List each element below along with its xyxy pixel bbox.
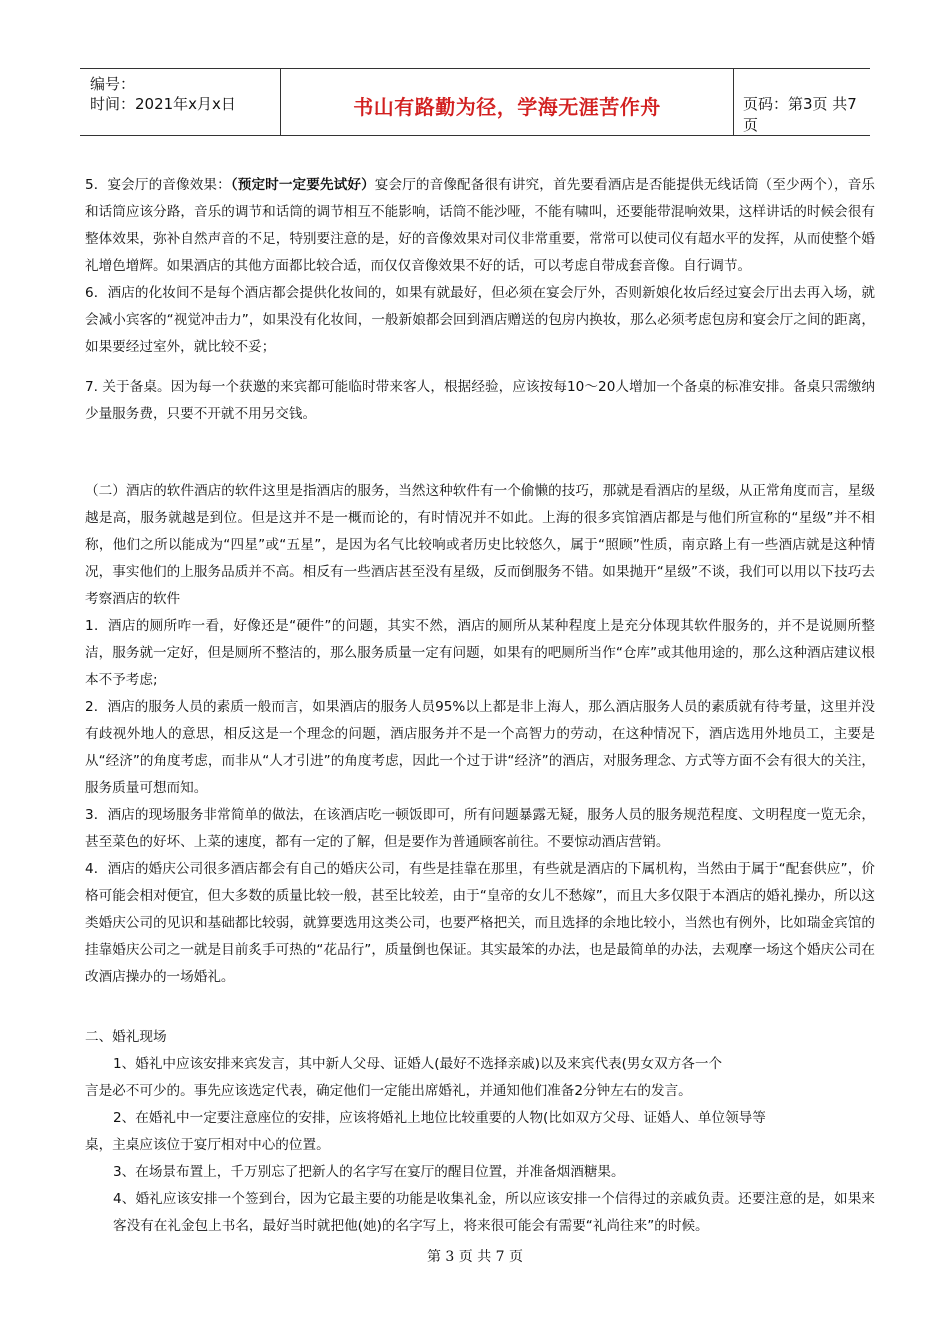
paragraph-makeup-room: 6．酒店的化妆间不是每个酒店都会提供化妆间的，如果有就最好，但必须在宴会厅外，否则新娘化妆后经过宴会厅出去再入场，就会减小宾客的“视觉冲击力”，如果没有化妆间，一般新娘都会回到酒店赠送的包房内换妆，那么必须考虑包房和宴会厅之间的距离，如果要经过室外，就比较不妥； xyxy=(85,285,875,355)
document-time-label: 时间：2021年x月x日 xyxy=(90,95,236,113)
paragraph-audio xyxy=(85,172,875,280)
header-motto: 书山有路勤为径，学海无涯苦作舟 xyxy=(353,95,661,119)
header-motto-cell xyxy=(280,69,734,135)
audio-bold-note: （预定时一定要先试好） xyxy=(230,177,375,193)
spacer xyxy=(85,361,875,374)
paragraph-service: 3．酒店的现场服务非常简单的做法，在该酒店吃一顿饭即可，所有问题暴露无疑，服务人员的服务规范程度、文明程度一览无余，甚至菜色的好坏、上菜的速度，都有一定的了解，但是要作为普通顾客前往。不要惊动酒店营销。 xyxy=(85,807,875,850)
paragraph-decoration: 3、在场景布置上，千万别忘了把新人的名字写在宴厅的醒目位置，并准备烟酒糖果。 xyxy=(113,1164,625,1180)
paragraph-spare-tables: 7. 关于备桌。因为每一个获邀的来宾都可能临时带来客人，根据经验，应该按每10～20人增加一个备桌的标准安排。备桌只需缴纳少量服务费，只要不开就不用另交钱。 xyxy=(85,379,875,422)
page-footer: 第 3 页 共 7 页 xyxy=(426,1249,524,1265)
paragraph-speeches-b: 言是必不可少的。事先应该选定代表，确定他们一定能出席婚礼，并通知他们准备2分钟左右的发言。 xyxy=(85,1083,692,1099)
paragraph-toilet: 1．酒店的厕所咋一看，好像还是“硬件”的问题，其实不然，酒店的厕所从某种程度上是充分体现其软件服务的，并不是说厕所整洁，服务就一定好，但是厕所不整洁的，那么服务质量一定有问题，如果有的吧厕所当作“仓库”或其他用途的，那么这种酒店建议根本不予考虑; xyxy=(85,618,875,688)
paragraph-wedding-company: 4．酒店的婚庆公司很多酒店都会有自己的婚庆公司，有些是挂靠在那里，有些就是酒店的下属机构，当然由于属于“配套供应”，价格可能会相对便宜，但大多数的质量比较一般，甚至比较差，由于“皇帝的女儿不愁嫁”，而且大多仅限于本酒店的婚礼操办，所以这类婚庆公司的见识和基础都比较弱，就算要选用这类公司，也要严格把关，而且选择的余地比较小，当然也有例外，比如瑞金宾馆的挂靠婚庆公司之一就是目前炙手可热的“花品行”，质量倒也保证。其实最笨的办法，也是最简单的办法，去观摩一场这个婚庆公司在改酒店操办的一场婚礼。 xyxy=(85,861,875,985)
document-number-label: 编号： xyxy=(90,75,136,93)
paragraph-seating-b: 桌，主桌应该位于宴厅相对中心的位置。 xyxy=(85,1137,330,1153)
audio-text: 宴会厅的音像配备很有讲究，首先要看酒店是否能提供无线话筒（至少两个），音乐和话筒应该分路，音乐的调节和话筒的调节相互不能影响，话筒不能沙哑，不能有啸叫，还要能带混响效果，这样讲话的时候会很有整体效果，弥补自然声音的不足，特别要注意的是，好的音像效果对司仪非常重要，常常可以使司仪有超水平的发挥，从而使整个婚礼增色增辉。如果酒店的其他方面都比较合适，而仅仅音像效果不好的话，可以考虑自带成套音像。自行调节。 xyxy=(85,177,875,274)
header-meta-cell xyxy=(80,69,280,135)
paragraph-speeches-a: 1、婚礼中应该安排来宾发言，其中新人父母、证婚人(最好不选择亲戚)以及来宾代表(男女双方各一个 xyxy=(113,1056,723,1072)
header-page-label: 页码：第3页 共7页 xyxy=(743,95,857,134)
spacer xyxy=(85,991,875,1024)
spacer xyxy=(85,428,875,478)
section-title-wedding-scene: 二、婚礼现场 xyxy=(85,1029,167,1045)
audio-heading: 5．宴会厅的音像效果： xyxy=(85,177,231,193)
paragraph-signin-desk: 4、婚礼应该安排一个签到台，因为它最主要的功能是收集礼金，所以应该安排一个信得过的亲戚负责。还要注意的是，如果来客没有在礼金包上书名，最好当时就把他(她)的名字写上，将来很可能会有需要“礼尚往来”的时候。 xyxy=(113,1191,875,1234)
header-table xyxy=(80,68,870,136)
document-body xyxy=(85,172,875,1240)
paragraph-software: （二）酒店的软件酒店的软件这里是指酒店的服务，当然这种软件有一个偷懒的技巧，那就是看酒店的星级，从正常角度而言，星级越是高，服务就越是到位。但是这并不是一概而论的，有时情况并不如此。上海的很多宾馆酒店都是与他们所宣称的“星级”并不相称，他们之所以能成为“四星”或“五星”，是因为名气比较响或者历史比较悠久，属于“照顾”性质，南京路上有一些酒店就是这种情况，事实他们的上服务品质并不高。相反有一些酒店甚至没有星级，反而倒服务不错。如果抛开“星级”不谈，我们可以用以下技巧去考察酒店的软件 xyxy=(85,483,875,607)
paragraph-staff: 2．酒店的服务人员的素质一般而言，如果酒店的服务人员95%以上都是非上海人，那么酒店服务人员的素质就有待考量，这里并没有歧视外地人的意思，相反这是一个理念的问题，酒店服务并不是一个高智力的劳动，在这种情况下，酒店选用外地员工，主要是从“经济”的角度考虑，而非从“人才引进”的角度考虑，因此一个过于讲“经济”的酒店，对服务理念、方式等方面不会有很大的关注，服务质量可想而知。 xyxy=(85,699,875,796)
paragraph-seating-a: 2、在婚礼中一定要注意座位的安排，应该将婚礼上地位比较重要的人物(比如双方父母、证婚人、单位领导等 xyxy=(113,1110,766,1126)
header-page-cell xyxy=(733,69,870,135)
